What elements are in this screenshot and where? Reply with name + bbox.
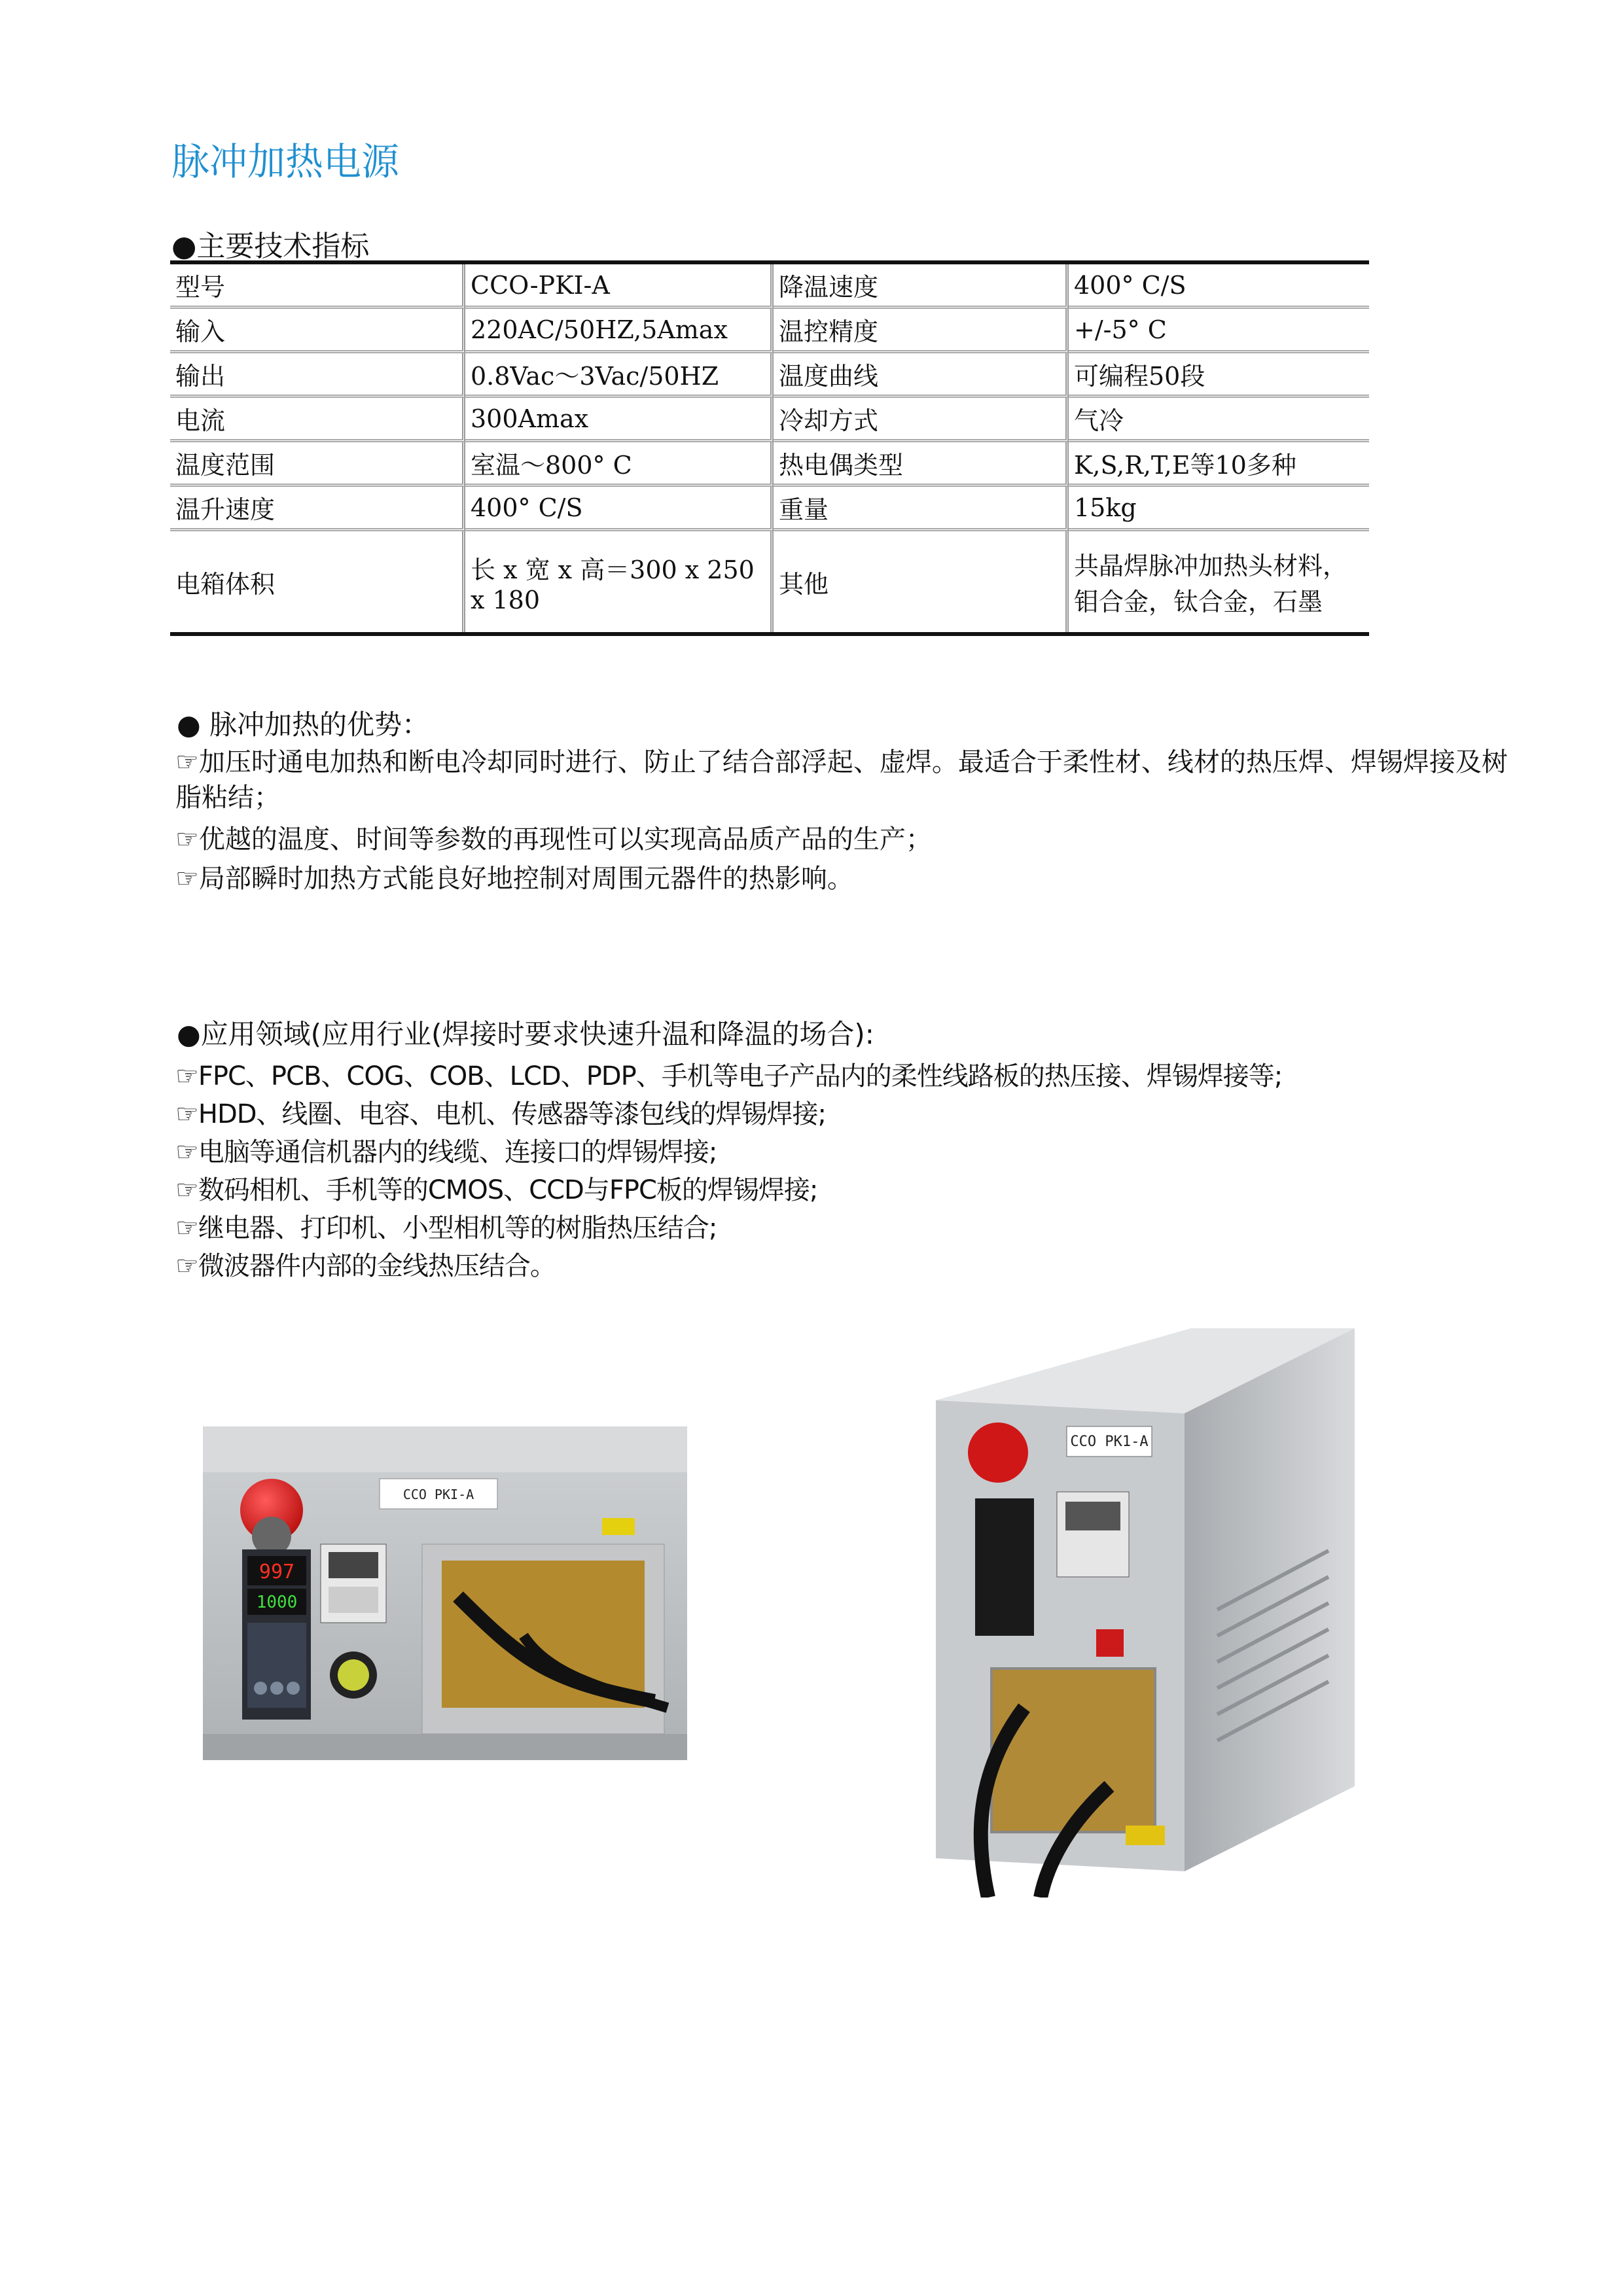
spec-value: 15kg <box>1069 487 1369 531</box>
advantages-heading: ● 脉冲加热的优势： <box>177 709 429 741</box>
spec-value: 0.8Vac～3Vac/50HZ <box>465 353 774 398</box>
spec-value: K,S,R,T,E等10多种 <box>1069 442 1369 487</box>
table-row <box>170 531 1369 632</box>
application-item: ☞HDD、线圈、电容、电机、传感器等漆包线的焊锡焊接; <box>175 1099 827 1129</box>
spec-label: 热电偶类型 <box>774 442 1069 487</box>
spec-value: 气冷 <box>1069 398 1369 442</box>
table-row <box>170 264 1369 309</box>
application-item: ☞继电器、打印机、小型相机等的树脂热压结合; <box>175 1213 717 1243</box>
advantage-item: ☞优越的温度、时间等参数的再现性可以实现高品质产品的生产； <box>175 824 932 855</box>
cabinet-label: CCO PK1-A <box>1070 1434 1149 1450</box>
table-row <box>170 442 1369 487</box>
spec-value: 可编程50段 <box>1069 353 1369 398</box>
application-item: ☞数码相机、手机等的CMOS、CCD与FPC板的焊锡焊接; <box>175 1175 818 1205</box>
spec-value: 400° C/S <box>465 487 774 531</box>
spec-value: 长 x 宽 x 高＝300 x 250 x 180 <box>465 531 774 632</box>
advantage-item: ☞加压时通电加热和断电冷却同时进行、防止了结合部浮起、虚焊。最适合于柔性材、线材的热压焊、焊锡焊接及树脂粘结； <box>175 747 1508 813</box>
table-row <box>170 487 1369 531</box>
spec-label: 降温速度 <box>774 264 1069 309</box>
application-item: ☞电脑等通信机器内的线缆、连接口的焊锡焊接; <box>175 1137 717 1167</box>
applications-heading: ●应用领域(应用行业(焊接时要求快速升温和降温的场合): <box>177 1018 874 1050</box>
svg-text:1000: 1000 <box>256 1593 298 1612</box>
spec-value: 共晶焊脉冲加热头材料，钼合金，钛合金，石墨 <box>1074 552 1348 616</box>
product-cabinet-photo <box>936 1328 1381 1898</box>
spec-label: 其他 <box>774 531 1069 632</box>
spec-label: 电箱体积 <box>170 531 465 632</box>
spec-label: 输入 <box>170 309 465 353</box>
spec-value: +/-5° C <box>1069 309 1369 353</box>
spec-table <box>170 260 1369 636</box>
spec-label: 温升速度 <box>170 487 465 531</box>
spec-label: 温度曲线 <box>774 353 1069 398</box>
spec-label: 输出 <box>170 353 465 398</box>
spec-label: 温度范围 <box>170 442 465 487</box>
spec-value: CCO-PKI-A <box>465 264 774 309</box>
spec-label: 冷却方式 <box>774 398 1069 442</box>
spec-label: 型号 <box>170 264 465 309</box>
table-row <box>170 353 1369 398</box>
spec-heading: ●主要技术指标 <box>171 230 370 263</box>
spec-value: 220AC/50HZ,5Amax <box>465 309 774 353</box>
page-title: 脉冲加热电源 <box>171 139 400 184</box>
spec-label: 重量 <box>774 487 1069 531</box>
spec-value: 300Amax <box>465 398 774 442</box>
spec-value: 400° C/S <box>1069 264 1369 309</box>
application-item: ☞FPC、PCB、COG、COB、LCD、PDP、手机等电子产品内的柔性线路板的热压接、焊锡焊接等; <box>175 1061 1283 1091</box>
table-row <box>170 398 1369 442</box>
spec-label: 电流 <box>170 398 465 442</box>
panel-label: CCO PKI-A <box>402 1487 474 1502</box>
spec-value: 室温～800° C <box>465 442 774 487</box>
application-item: ☞微波器件内部的金线热压结合。 <box>175 1251 556 1281</box>
svg-text:997: 997 <box>259 1561 295 1583</box>
table-row <box>170 309 1369 353</box>
advantage-item: ☞局部瞬时加热方式能良好地控制对周围元器件的热影响。 <box>175 864 853 894</box>
product-front-photo <box>183 1426 700 1780</box>
spec-label: 温控精度 <box>774 309 1069 353</box>
